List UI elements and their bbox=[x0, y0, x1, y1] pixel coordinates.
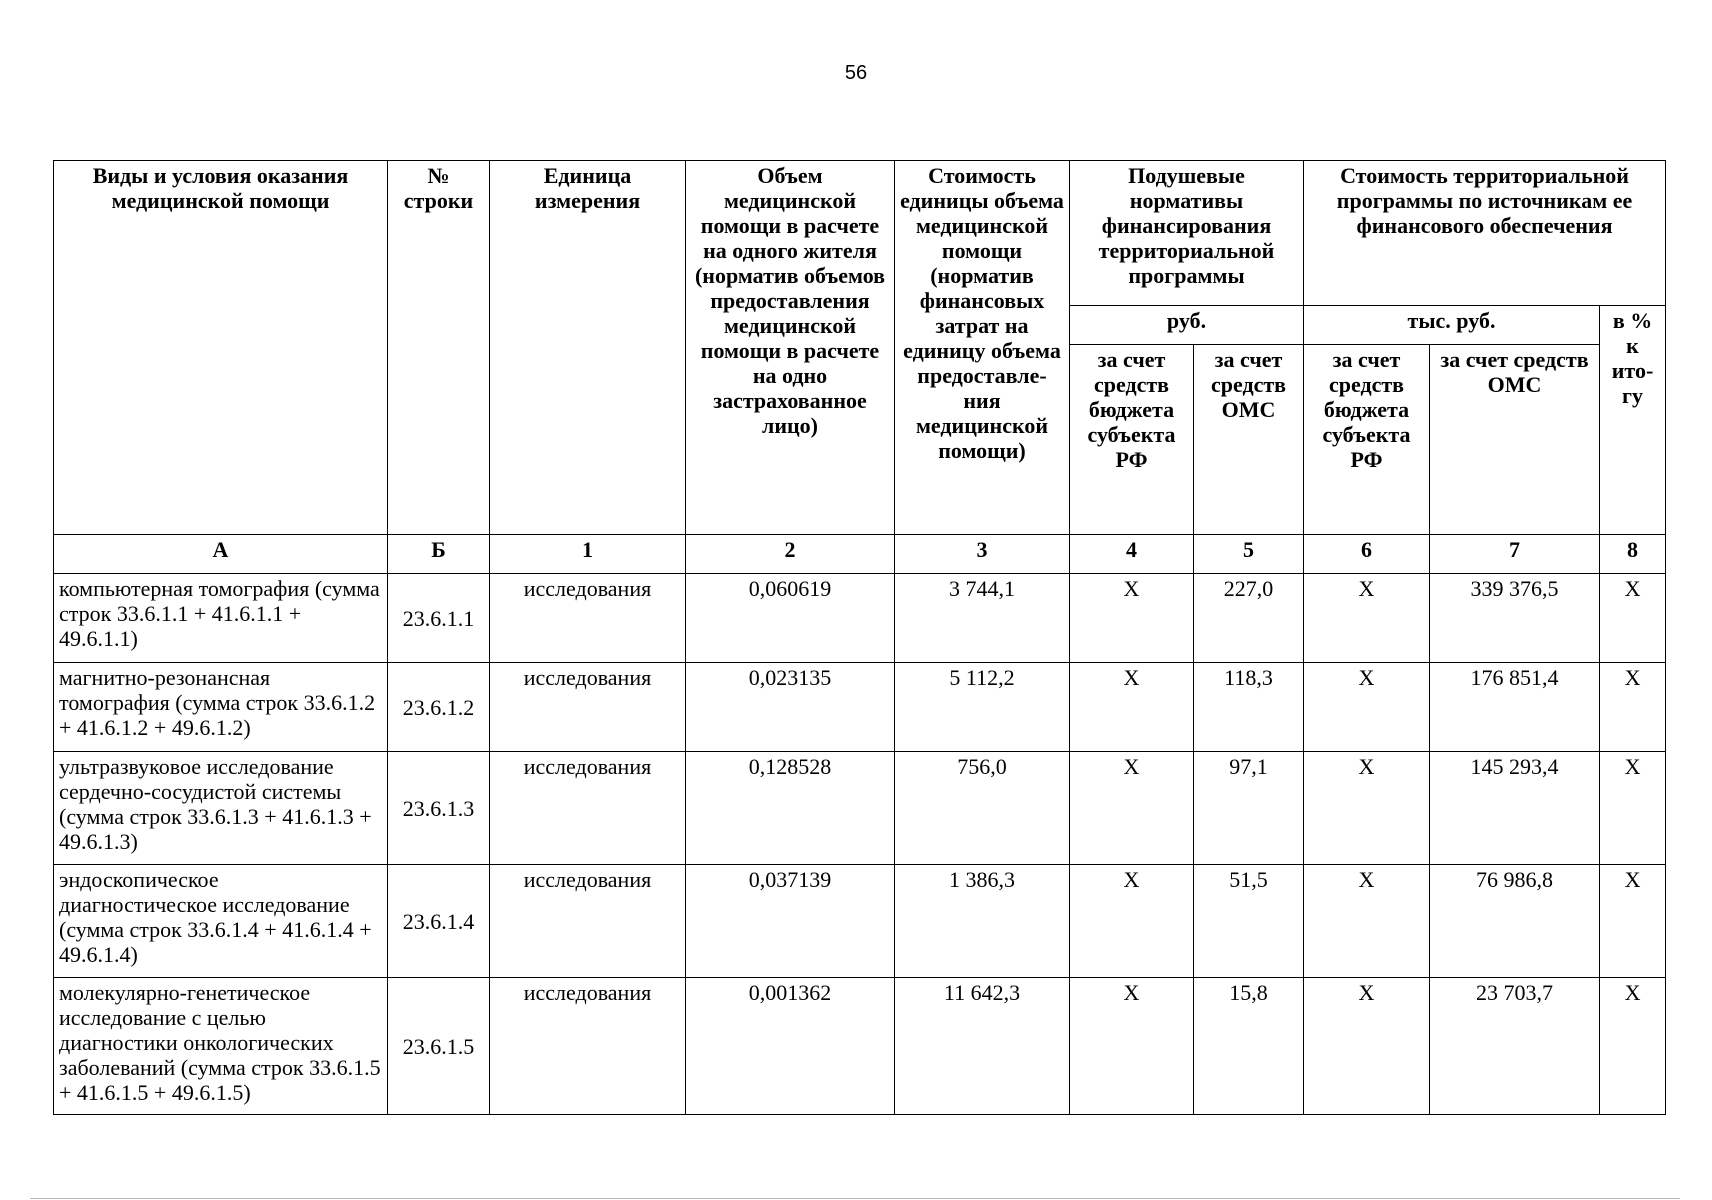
header-col7: за счет средств ОМС bbox=[1430, 345, 1600, 535]
row-c4: X bbox=[1070, 865, 1194, 978]
index-cell: Б bbox=[388, 535, 490, 574]
table-row bbox=[54, 978, 1666, 1115]
row-name: магнитно-резонансная томография (сумма строк 33.6.1.2 + 41.6.1.2 + 49.6.1.2) bbox=[54, 663, 388, 752]
header-unit-thousand-rub: тыс. руб. bbox=[1304, 306, 1600, 345]
row-c7: 76 986,8 bbox=[1430, 865, 1600, 978]
header-per-capita-group: Подушевые нормативы финансирования территориальной программы bbox=[1070, 161, 1304, 306]
index-cell: 7 bbox=[1430, 535, 1600, 574]
index-cell: 1 bbox=[490, 535, 686, 574]
row-c8: X bbox=[1600, 574, 1666, 663]
header-unit: Единица измерения bbox=[490, 161, 686, 535]
index-cell: 2 bbox=[686, 535, 895, 574]
row-volume: 0,023135 bbox=[686, 663, 895, 752]
index-cell: 6 bbox=[1304, 535, 1430, 574]
row-c4: X bbox=[1070, 574, 1194, 663]
table-row bbox=[54, 574, 1666, 663]
header-col5: за счет средств ОМС bbox=[1194, 345, 1304, 535]
row-cost: 5 112,2 bbox=[895, 663, 1070, 752]
row-code: 23.6.1.2 bbox=[388, 663, 490, 752]
row-name: молекулярно-генетическое исследование с целью диагностики онкологических заболеваний (сумма строк 33.6.1.5 + 41.6.1.5 + 49.6.1.5) bbox=[54, 978, 388, 1115]
row-volume: 0,060619 bbox=[686, 574, 895, 663]
table-row bbox=[54, 752, 1666, 865]
row-unit: исследования bbox=[490, 574, 686, 663]
row-code: 23.6.1.1 bbox=[388, 574, 490, 663]
row-c5: 15,8 bbox=[1194, 978, 1304, 1115]
row-unit: исследования bbox=[490, 978, 686, 1115]
row-unit: исследования bbox=[490, 663, 686, 752]
row-c8: X bbox=[1600, 978, 1666, 1115]
row-c6: X bbox=[1304, 865, 1430, 978]
row-cost: 11 642,3 bbox=[895, 978, 1070, 1115]
row-c7: 23 703,7 bbox=[1430, 978, 1600, 1115]
row-c5: 118,3 bbox=[1194, 663, 1304, 752]
row-unit: исследования bbox=[490, 752, 686, 865]
row-c4: X bbox=[1070, 752, 1194, 865]
row-c7: 145 293,4 bbox=[1430, 752, 1600, 865]
header-types: Виды и условия оказания медицинской помощи bbox=[54, 161, 388, 535]
row-c6: X bbox=[1304, 574, 1430, 663]
row-c5: 227,0 bbox=[1194, 574, 1304, 663]
header-unit-rub: руб. bbox=[1070, 306, 1304, 345]
header-col4: за счет средств бюджета субъекта РФ bbox=[1070, 345, 1194, 535]
index-cell: 4 bbox=[1070, 535, 1194, 574]
row-code: 23.6.1.5 bbox=[388, 978, 490, 1115]
row-unit: исследования bbox=[490, 865, 686, 978]
row-volume: 0,001362 bbox=[686, 978, 895, 1115]
row-c6: X bbox=[1304, 752, 1430, 865]
row-code: 23.6.1.3 bbox=[388, 752, 490, 865]
row-c7: 176 851,4 bbox=[1430, 663, 1600, 752]
header-unit-cost: Стоимость единицы объема медицинской помощи (норматив финансовых затрат на единицу объема предоставле-ния медицинской помощи) bbox=[895, 161, 1070, 535]
row-cost: 3 744,1 bbox=[895, 574, 1070, 663]
header-col6: за счет средств бюджета субъекта РФ bbox=[1304, 345, 1430, 535]
financing-table bbox=[53, 160, 1666, 1115]
page-bottom-divider bbox=[30, 1198, 1680, 1199]
header-program-cost-group: Стоимость территориальной программы по источникам ее финансового обеспечения bbox=[1304, 161, 1666, 306]
page-number: 56 bbox=[844, 62, 868, 84]
row-c8: X bbox=[1600, 865, 1666, 978]
row-c7: 339 376,5 bbox=[1430, 574, 1600, 663]
row-cost: 1 386,3 bbox=[895, 865, 1070, 978]
header-volume: Объем медицинской помощи в расчете на одного жителя (норматив объемов предоставления медицинской помощи в расчете на одно застрахованное лицо) bbox=[686, 161, 895, 535]
row-code: 23.6.1.4 bbox=[388, 865, 490, 978]
index-cell: А bbox=[54, 535, 388, 574]
row-name: компьютерная томография (сумма строк 33.6.1.1 + 41.6.1.1 + 49.6.1.1) bbox=[54, 574, 388, 663]
row-cost: 756,0 bbox=[895, 752, 1070, 865]
row-c6: X bbox=[1304, 978, 1430, 1115]
index-cell: 3 bbox=[895, 535, 1070, 574]
row-c8: X bbox=[1600, 663, 1666, 752]
header-row-number: № строки bbox=[388, 161, 490, 535]
header-percent-total: в % к ито-гу bbox=[1600, 306, 1666, 535]
row-c5: 51,5 bbox=[1194, 865, 1304, 978]
row-c4: X bbox=[1070, 663, 1194, 752]
row-c6: X bbox=[1304, 663, 1430, 752]
row-name: ультразвуковое исследование сердечно-сосудистой системы (сумма строк 33.6.1.3 + 41.6.1.3 + 49.6.1.3) bbox=[54, 752, 388, 865]
row-c4: X bbox=[1070, 978, 1194, 1115]
index-cell: 5 bbox=[1194, 535, 1304, 574]
index-cell: 8 bbox=[1600, 535, 1666, 574]
row-volume: 0,128528 bbox=[686, 752, 895, 865]
row-volume: 0,037139 bbox=[686, 865, 895, 978]
row-c5: 97,1 bbox=[1194, 752, 1304, 865]
table-row bbox=[54, 865, 1666, 978]
row-name: эндоскопическое диагностическое исследование (сумма строк 33.6.1.4 + 41.6.1.4 + 49.6.1.4) bbox=[54, 865, 388, 978]
table-row bbox=[54, 663, 1666, 752]
row-c8: X bbox=[1600, 752, 1666, 865]
